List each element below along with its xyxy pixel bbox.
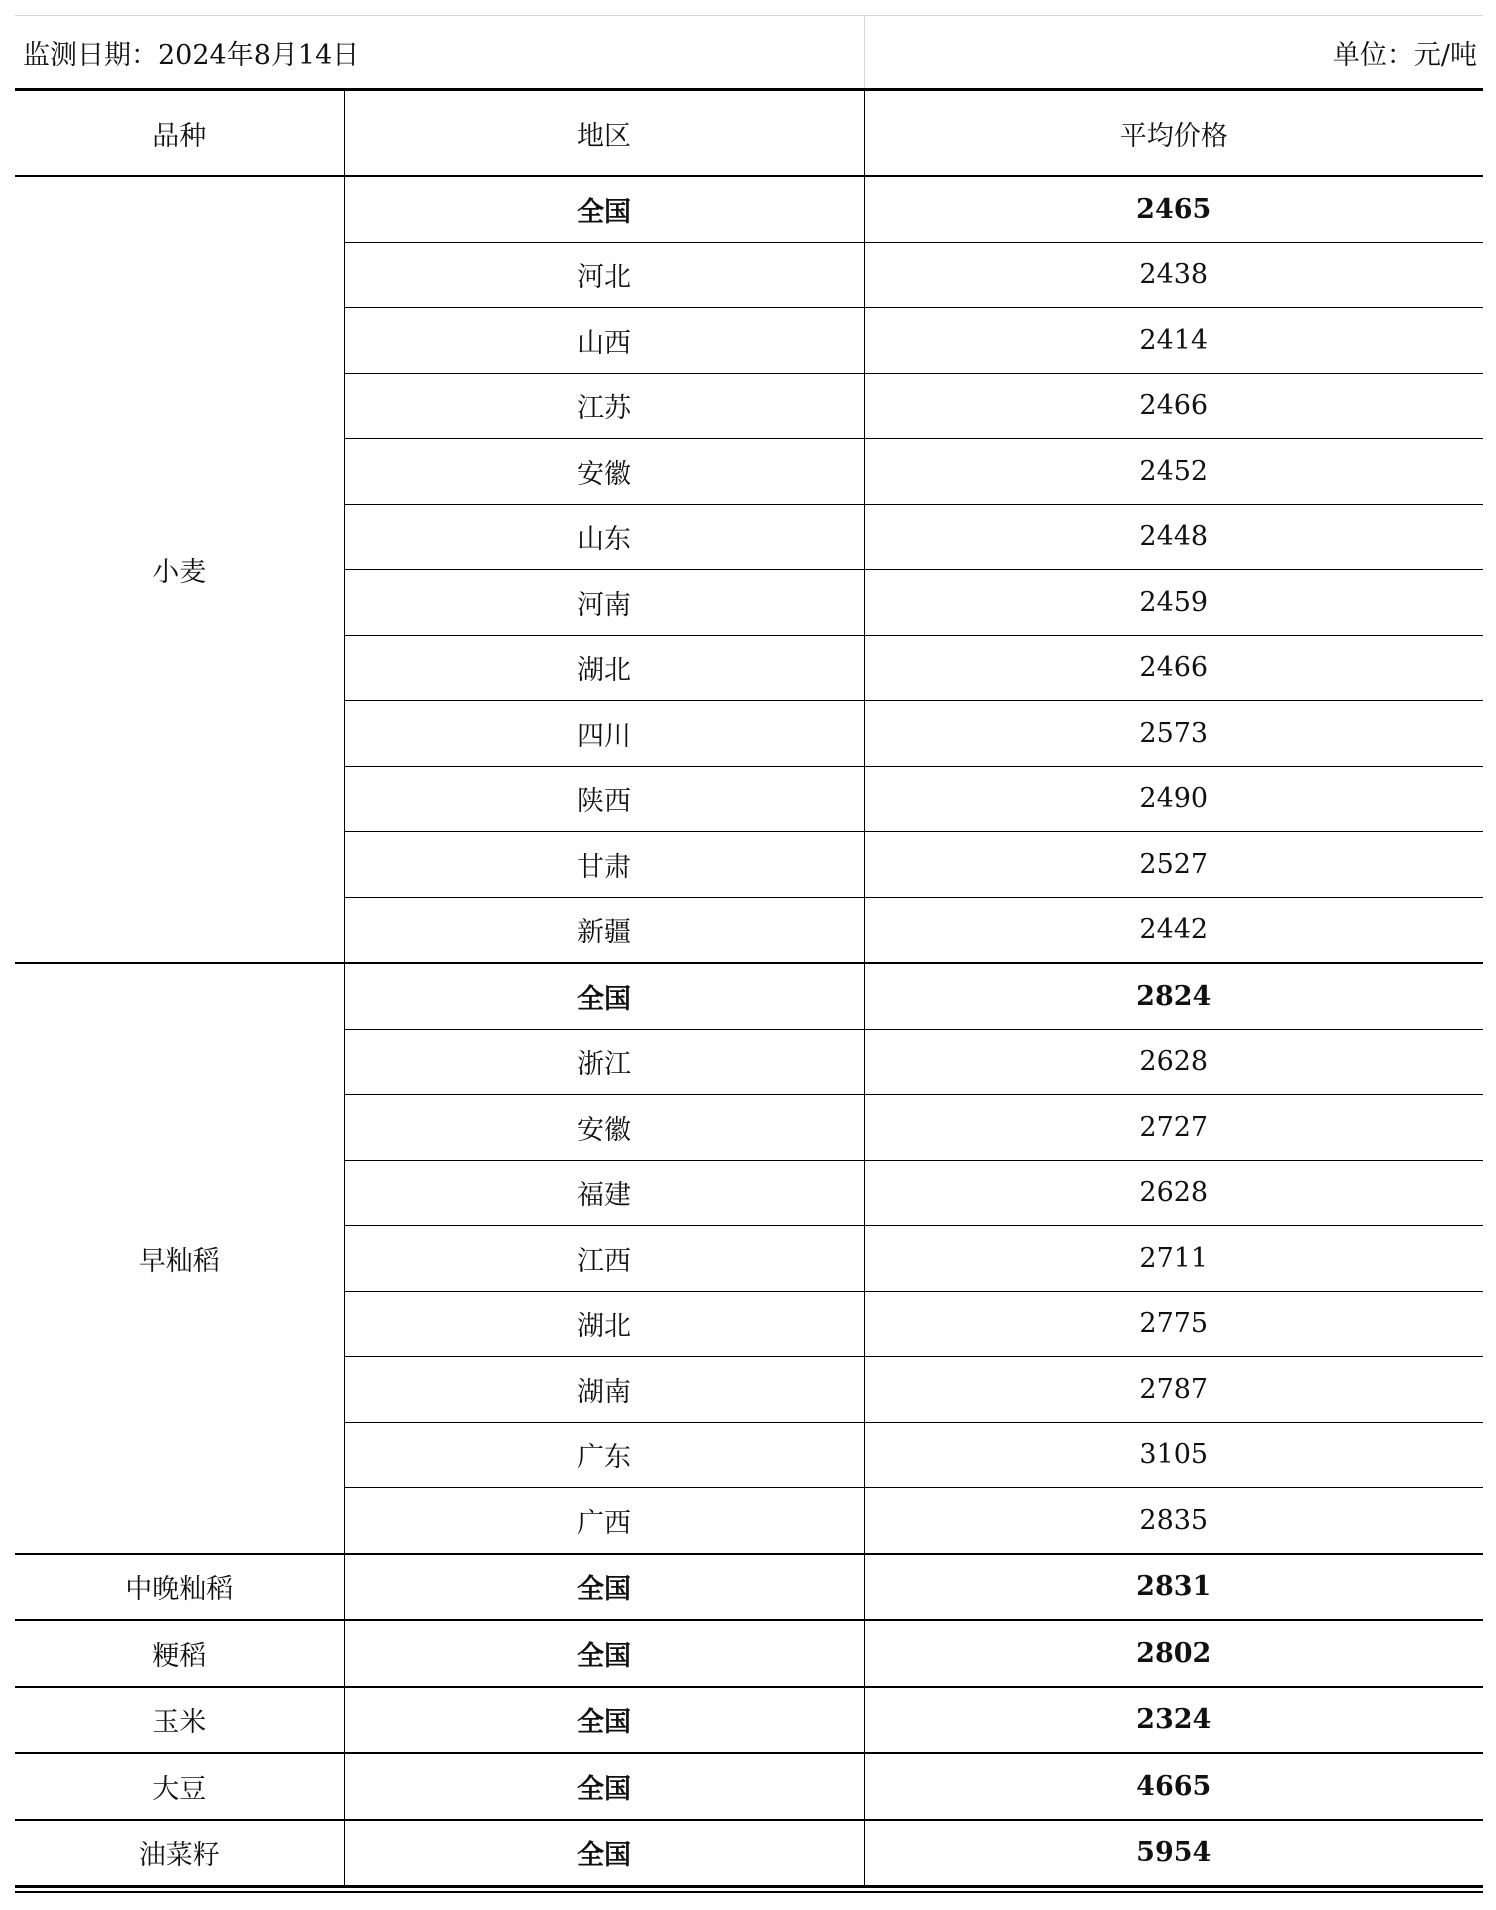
region-cell: 河北 xyxy=(344,242,864,308)
variety-cell: 油菜籽 xyxy=(15,1820,344,1887)
region-cell: 江西 xyxy=(344,1226,864,1292)
region-cell: 湖北 xyxy=(344,635,864,701)
region-cell: 江苏 xyxy=(344,373,864,439)
region-cell: 山西 xyxy=(344,308,864,374)
price-cell: 3105 xyxy=(864,1422,1483,1488)
region-cell: 全国 xyxy=(344,1620,864,1687)
variety-cell: 玉米 xyxy=(15,1687,344,1754)
region-cell: 广西 xyxy=(344,1488,864,1554)
region-cell: 全国 xyxy=(344,963,864,1029)
region-cell: 全国 xyxy=(344,1687,864,1754)
header-avg-price: 平均价格 xyxy=(864,90,1483,177)
grain-price-table xyxy=(15,15,1483,1888)
table-row xyxy=(15,1820,1483,1887)
monitoring-date: 监测日期：2024年8月14日 xyxy=(15,16,864,90)
region-cell: 安徽 xyxy=(344,439,864,505)
header-row xyxy=(15,90,1483,177)
region-cell: 全国 xyxy=(344,1820,864,1887)
variety-cell: 早籼稻 xyxy=(15,963,344,1554)
region-cell: 全国 xyxy=(344,1753,864,1820)
price-cell: 2835 xyxy=(864,1488,1483,1554)
price-cell: 2438 xyxy=(864,242,1483,308)
price-cell: 2628 xyxy=(864,1160,1483,1226)
table-row xyxy=(15,963,1483,1029)
price-cell: 2711 xyxy=(864,1226,1483,1292)
region-cell: 四川 xyxy=(344,701,864,767)
price-cell: 2414 xyxy=(864,308,1483,374)
price-cell: 2466 xyxy=(864,635,1483,701)
price-cell: 2775 xyxy=(864,1291,1483,1357)
table-row xyxy=(15,1687,1483,1754)
price-cell: 4665 xyxy=(864,1753,1483,1820)
region-cell: 湖南 xyxy=(344,1357,864,1423)
region-cell: 甘肃 xyxy=(344,832,864,898)
table-row xyxy=(15,1753,1483,1820)
price-cell: 2787 xyxy=(864,1357,1483,1423)
region-cell: 全国 xyxy=(344,1554,864,1621)
unit-label: 单位：元/吨 xyxy=(864,16,1483,90)
region-cell: 广东 xyxy=(344,1422,864,1488)
price-cell: 2459 xyxy=(864,570,1483,636)
header-region: 地区 xyxy=(344,90,864,177)
price-cell: 2527 xyxy=(864,832,1483,898)
variety-cell: 中晚籼稻 xyxy=(15,1554,344,1621)
variety-cell: 粳稻 xyxy=(15,1620,344,1687)
region-cell: 山东 xyxy=(344,504,864,570)
price-cell: 2802 xyxy=(864,1620,1483,1687)
region-cell: 福建 xyxy=(344,1160,864,1226)
price-cell: 2824 xyxy=(864,963,1483,1029)
price-cell: 2448 xyxy=(864,504,1483,570)
price-cell: 2831 xyxy=(864,1554,1483,1621)
price-cell: 2628 xyxy=(864,1029,1483,1095)
price-cell: 2442 xyxy=(864,897,1483,963)
region-cell: 湖北 xyxy=(344,1291,864,1357)
price-cell: 2324 xyxy=(864,1687,1483,1754)
price-cell: 2466 xyxy=(864,373,1483,439)
bottom-rule xyxy=(15,1891,1483,1893)
price-cell: 2452 xyxy=(864,439,1483,505)
variety-cell: 大豆 xyxy=(15,1753,344,1820)
table-row xyxy=(15,1620,1483,1687)
region-cell: 新疆 xyxy=(344,897,864,963)
region-cell: 浙江 xyxy=(344,1029,864,1095)
region-cell: 安徽 xyxy=(344,1095,864,1161)
region-cell: 河南 xyxy=(344,570,864,636)
header-variety: 品种 xyxy=(15,90,344,177)
region-cell: 全国 xyxy=(344,176,864,242)
price-cell: 2490 xyxy=(864,766,1483,832)
price-table-sheet xyxy=(15,15,1483,1888)
price-cell: 2465 xyxy=(864,176,1483,242)
price-cell: 2727 xyxy=(864,1095,1483,1161)
meta-row xyxy=(15,16,1483,90)
price-cell: 2573 xyxy=(864,701,1483,767)
table-row xyxy=(15,1554,1483,1621)
region-cell: 陕西 xyxy=(344,766,864,832)
price-cell: 5954 xyxy=(864,1820,1483,1887)
table-row xyxy=(15,176,1483,242)
variety-cell: 小麦 xyxy=(15,176,344,963)
